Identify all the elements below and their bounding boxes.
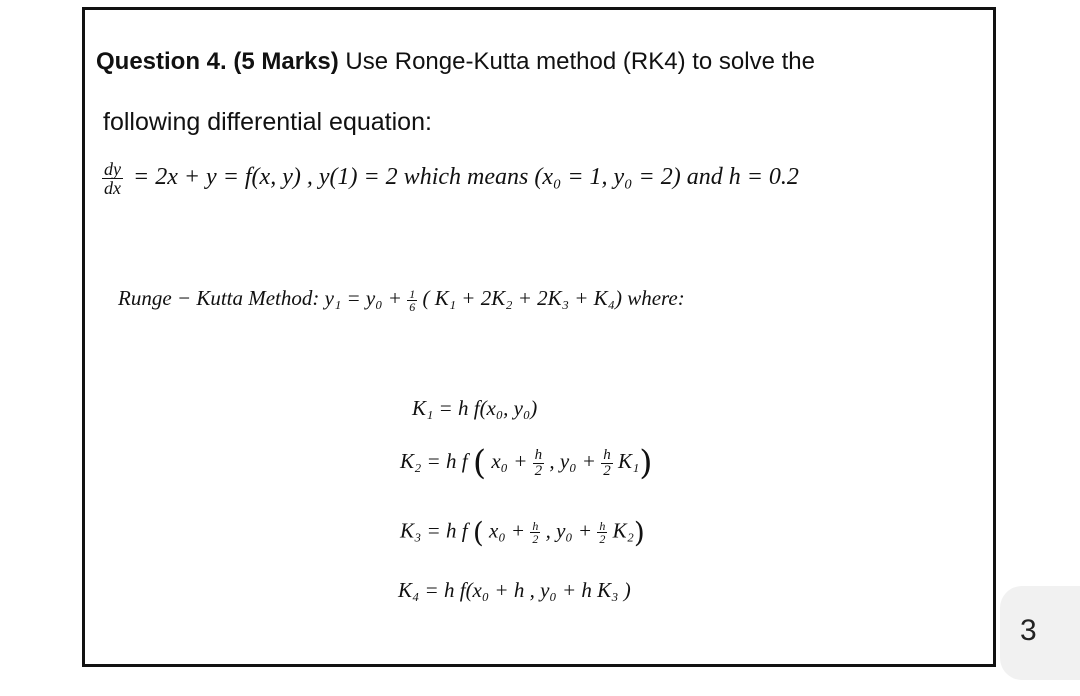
- fraction-numerator: h: [532, 519, 539, 533]
- dy-numerator: dy: [104, 159, 121, 179]
- k3-x-term: x₀ +: [489, 518, 526, 543]
- fraction-denominator: 6: [409, 299, 416, 314]
- k2-y-term: , y₀ +: [549, 448, 596, 473]
- question-text-line2: following differential equation:: [103, 108, 432, 136]
- differential-equation: [102, 160, 799, 197]
- k2-x-term: x₀ +: [491, 448, 528, 473]
- fraction-denominator: 2: [532, 532, 539, 546]
- dx-denominator: dx: [104, 178, 121, 198]
- question-frame: [82, 7, 996, 667]
- k1-formula: K₁ = h f(x₀, y₀): [412, 396, 538, 420]
- k3-tail: K₂: [612, 518, 634, 543]
- rk-formula: [118, 286, 685, 313]
- equation-rhs: = 2x + y = f(x, y) , y(1) = 2 which means (x₀ = 1, y₀ = 2) and h = 0.2: [133, 164, 799, 191]
- fraction-numerator: h: [534, 446, 543, 463]
- k3-y-term: , y₀ +: [545, 518, 593, 543]
- page-indicator-tab: [1000, 586, 1080, 680]
- question-heading: [96, 48, 815, 76]
- k2-prefix: K₂ = h f: [400, 448, 473, 473]
- k4-formula: K₄ = h f(x₀ + h , y₀ + h K₃ ): [398, 578, 631, 602]
- fraction-denominator: 2: [603, 462, 611, 479]
- question-text: Use Ronge-Kutta method (RK4) to solve the: [338, 48, 815, 75]
- fraction-numerator: h: [599, 519, 606, 533]
- page-number: 3: [1020, 614, 1037, 647]
- fraction-numerator: 1: [409, 286, 416, 301]
- k3-open-paren: (: [472, 516, 484, 549]
- k3-close-paren: ): [633, 516, 645, 549]
- rk-suffix: ( K₁ + 2K₂ + 2K₃ + K₄) where:: [422, 286, 685, 310]
- fraction-numerator: h: [603, 446, 611, 463]
- rk-prefix: Runge − Kutta Method: y₁ = y₀ +: [118, 286, 402, 310]
- k2-formula: [400, 443, 653, 483]
- dy-dx-fraction: [102, 160, 123, 197]
- k2-open-paren: (: [472, 443, 487, 483]
- h-over-2-fraction: [601, 448, 613, 479]
- h-over-2-fraction: [530, 520, 540, 545]
- question-label: Question 4. (5 Marks): [96, 48, 339, 75]
- k3-formula: [400, 516, 645, 549]
- one-sixth-fraction: [407, 288, 417, 313]
- h-over-2-fraction: [597, 520, 607, 545]
- fraction-denominator: 2: [534, 462, 543, 479]
- h-over-2-fraction: [533, 448, 545, 479]
- k2-tail: K₁: [617, 448, 640, 473]
- k2-close-paren: ): [639, 443, 653, 483]
- fraction-denominator: 2: [599, 532, 606, 546]
- k3-prefix: K₃ = h f: [400, 518, 473, 543]
